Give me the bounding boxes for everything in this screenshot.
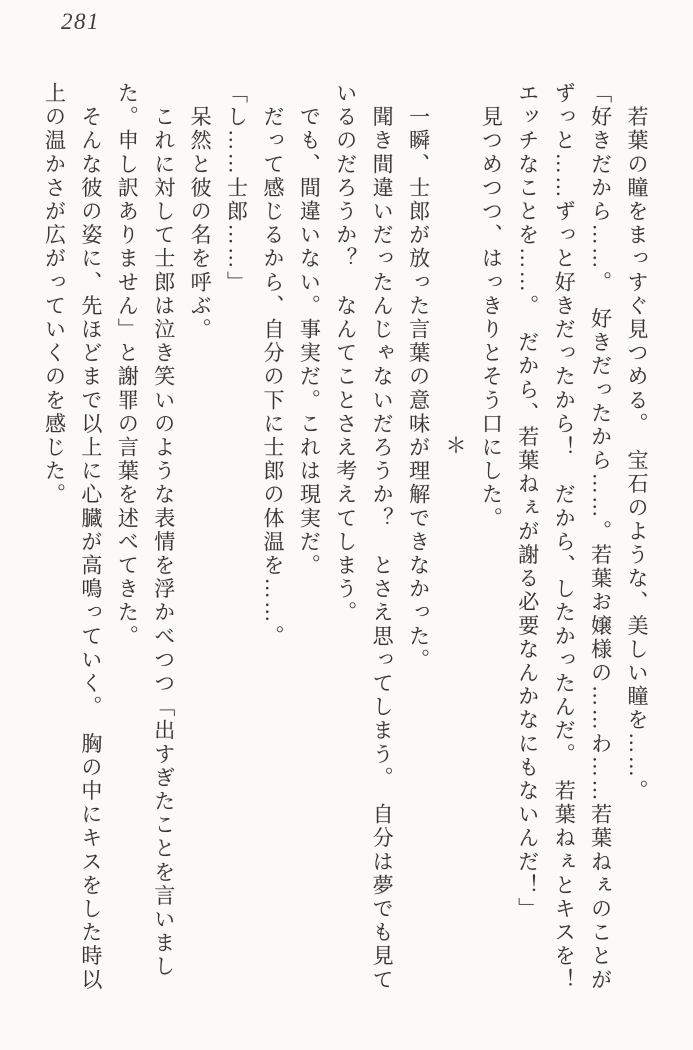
text-column: エッチなことを……。 だから、若葉ねぇが謝る必要なんかなにもないんだ！」 [515,82,540,922]
text-column: そんな彼の姿に、先ほどまで以上に心臓が高鳴っていく。 胸の中にキスをした時以 [78,82,103,992]
text-column: ずっと……ずっと好きだったから！ だから、したかったんだ。 若葉ねぇとキスを！ [552,82,577,992]
section-separator: ＊ [442,434,467,455]
text-column: だって感じるから、自分の下に士郎の体温を……。 [260,82,285,649]
text-column: いるのだろうか？ なんてことさえ考えてしまう。 [333,82,358,625]
text-column: 「し……士郎……」 [224,82,249,295]
text-column: 若葉の瞳をまっすぐ見つめる。 宝石のような、美しい瞳を……。 [625,82,649,804]
text-column: 呆然と彼の名を呼ぶ。 [188,82,213,342]
text-column: これに対して士郎は泣き笑いのような表情を浮かべつつ「出すぎたことを言いまし [151,82,176,979]
text-column: た。申し訳ありません」と謝罪の言葉を述べてきた。 [115,82,140,649]
text-block [36,82,655,1024]
text-column: 「好きだから……。 好きだったから……。若葉お嬢様の……わ……若葉ねぇのことが [588,82,613,992]
text-column: 上の温かさが広がっていくのを感じた。 [42,82,67,507]
page-number: 281 [61,9,100,34]
text-column: 聞き間違いだったんじゃないだろうか？ とさえ思ってしまう。 自分は夢でも見て [370,82,395,992]
text-column: でも、間違いない。事実だ。これは現実だ。 [297,82,322,578]
text-column: 一瞬、士郎が放った言葉の意味が理解できなかった。 [406,82,431,672]
text-column: 見つめつつ、はっきりとそう口にした。 [479,82,504,531]
